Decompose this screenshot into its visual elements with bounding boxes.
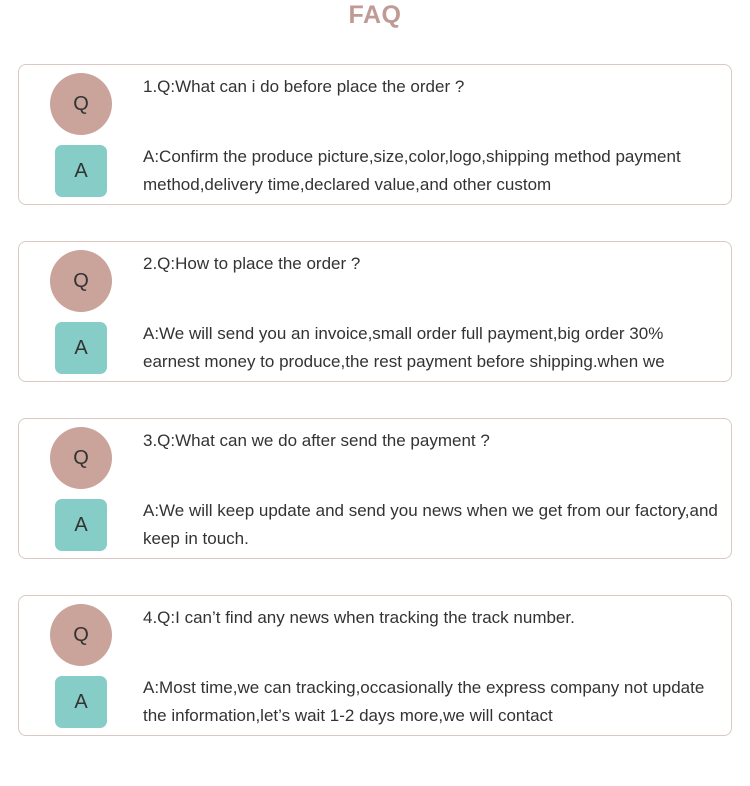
answer-badge: A — [55, 322, 107, 374]
answer-badge: A — [55, 499, 107, 551]
faq-answer: A:We will send you an invoice,small order full payment,big order 30% earnest money to produce,the rest payment before shipping.when we — [143, 324, 665, 371]
page-title: FAQ — [348, 1, 402, 29]
question-badge: Q — [50, 250, 112, 312]
faq-question: 3.Q:What can we do after send the payment ? — [143, 431, 490, 450]
faq-item — [18, 241, 732, 382]
answer-badge: A — [55, 145, 107, 197]
faq-item — [18, 595, 732, 736]
faq-item — [18, 418, 732, 559]
faq-item — [18, 64, 732, 205]
faq-answer: A:We will keep update and send you news when we get from our factory,and keep in touch. — [143, 501, 718, 548]
faq-answer: A:Most time,we can tracking,occasionally the express company not update the information,let’s wait 1-2 days more,we will contact — [143, 678, 705, 725]
faq-question: 2.Q:How to place the order ? — [143, 254, 361, 273]
question-badge: Q — [50, 73, 112, 135]
faq-list — [18, 64, 732, 772]
question-badge: Q — [50, 604, 112, 666]
faq-answer: A:Confirm the produce picture,size,color,logo,shipping method payment method,delivery time,declared value,and other custom — [143, 147, 681, 194]
answer-badge: A — [55, 676, 107, 728]
faq-question: 4.Q:I can’t find any news when tracking the track number. — [143, 608, 575, 627]
faq-question: 1.Q:What can i do before place the order ? — [143, 77, 465, 96]
question-badge: Q — [50, 427, 112, 489]
